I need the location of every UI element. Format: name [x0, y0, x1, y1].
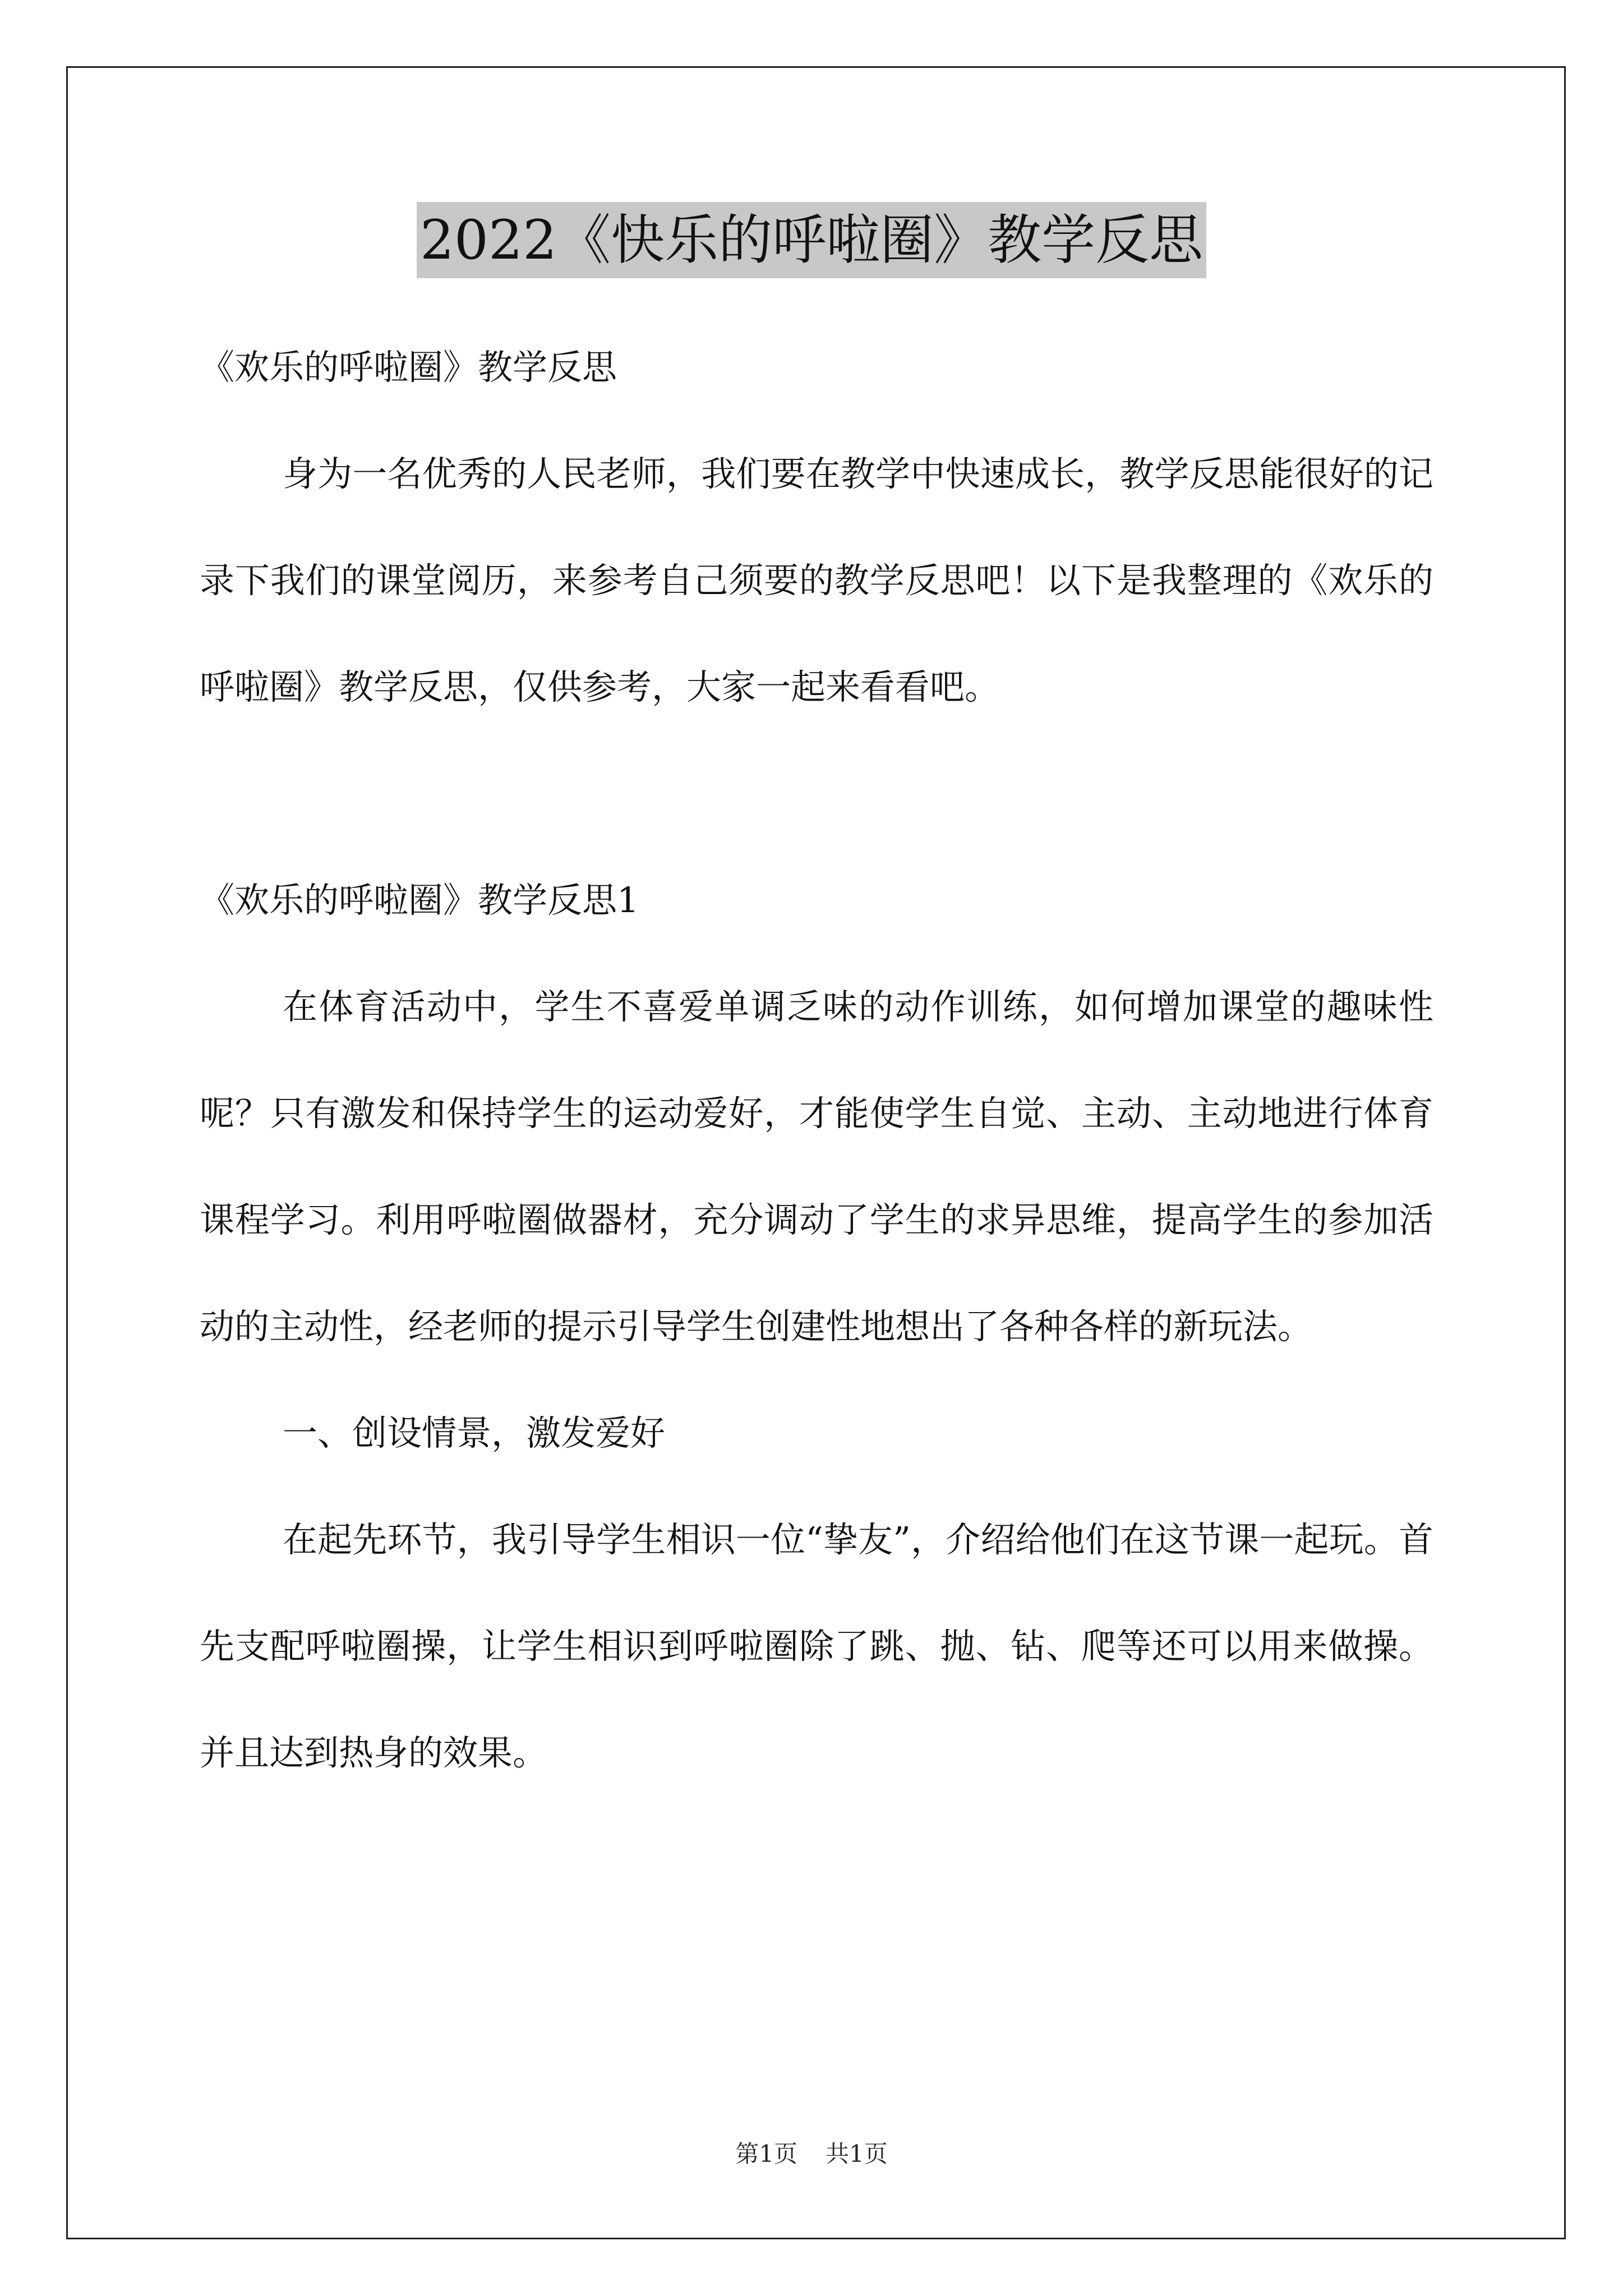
section-gap	[200, 740, 1433, 847]
body-paragraph: 在体育活动中，学生不喜爱单调乏味的动作训练，如何增加课堂的趣味性呢？只有激发和保持学生的运动爱好，才能使学生自觉、主动、主动地进行体育课程学习。利用呼啦圈做器材，充分调动了学生的求异思维，提高学生的参加活动的主动性，经老师的提示引导学生创建性地想出了各种各样的新玩法。	[200, 986, 1433, 1347]
section-heading: 《欢乐的呼啦圈》教学反思1	[200, 880, 639, 921]
title-container	[0, 202, 1623, 278]
page-footer	[0, 2137, 1623, 2171]
body-paragraph: 在起先环节，我引导学生相识一位“挚友”，介绍给他们在这节课一起玩。首先支配呼啦圈操，让学生相识到呼啦圈除了跳、抛、钻、爬等还可以用来做操。并且达到热身的效果。	[200, 1519, 1433, 1773]
intro-paragraph: 身为一名优秀的人民老师，我们要在教学中快速成长，教学反思能很好的记录下我们的课堂阅历，来参考自己须要的教学反思吧！以下是我整理的《欢乐的呼啦圈》教学反思，仅供参考，大家一起来看看吧。	[200, 453, 1433, 707]
page-total: 共1页	[826, 2140, 888, 2168]
sub-heading: 一、创设情景，激发爱好	[283, 1412, 666, 1453]
document-body	[200, 314, 1433, 1806]
page-number: 第1页	[735, 2140, 797, 2168]
document-subtitle: 《欢乐的呼啦圈》教学反思	[200, 347, 617, 388]
document-title: 2022《快乐的呼啦圈》教学反思	[417, 202, 1206, 278]
